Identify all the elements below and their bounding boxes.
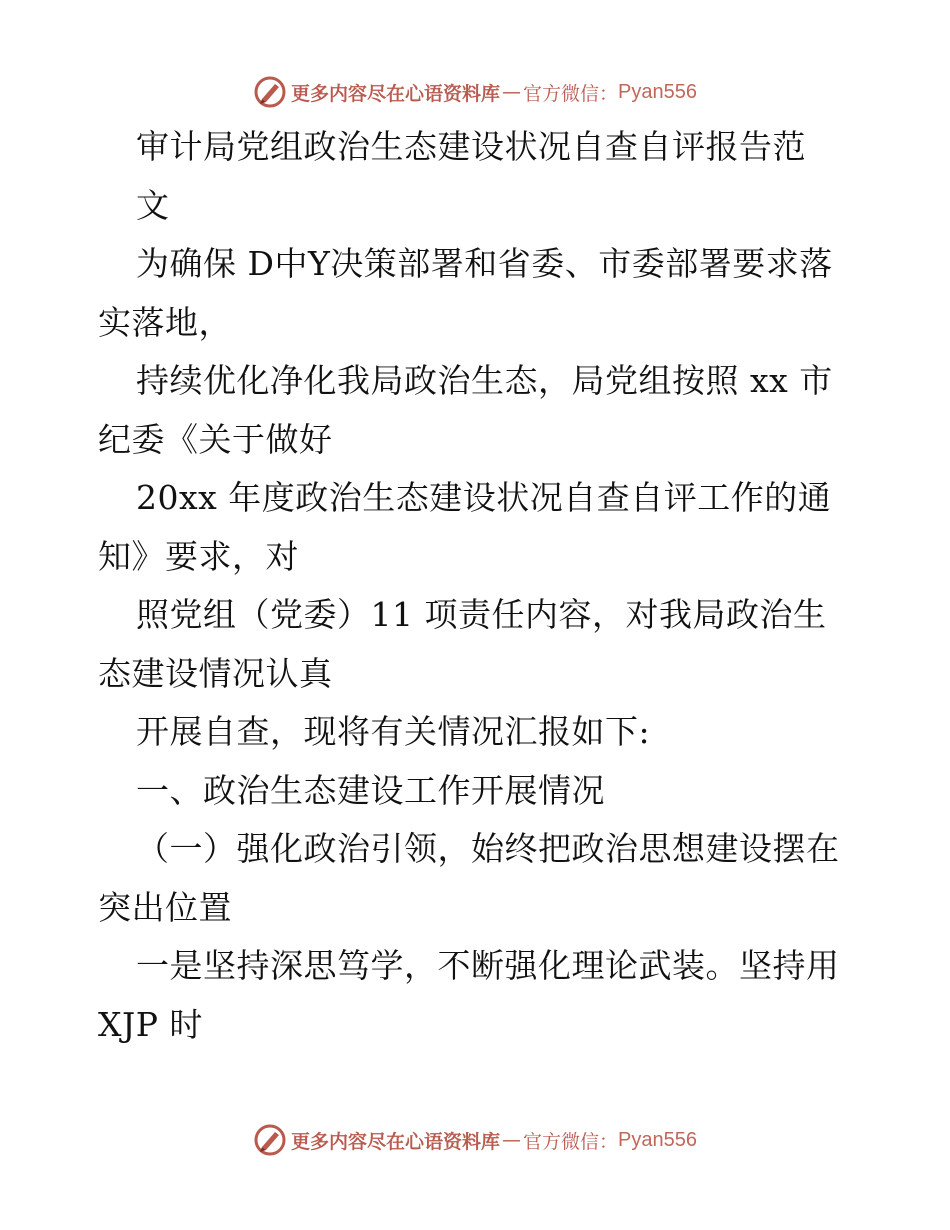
document-line: 知》要求，对 — [98, 536, 299, 576]
document-line: 文 — [136, 185, 170, 225]
document-line: 一是坚持深思笃学，不断强化理论武装。坚持用 — [136, 946, 840, 985]
document-line: 持续优化净化我局政治生态，局党组按照 xx 市 — [136, 361, 833, 400]
document-line: 照党组（党委）11 项责任内容，对我局政治生 — [136, 595, 827, 634]
document-line: 态建设情况认真 — [98, 653, 333, 693]
watermark-text: 更多内容尽在心语资料库 — [291, 82, 501, 105]
document-line: 纪委《关于做好 — [98, 419, 333, 459]
watermark-wechat-id: Pyan556 — [618, 1128, 697, 1151]
footer-watermark — [0, 1120, 950, 1160]
watermark-text: 更多内容尽在心语资料库 — [291, 1130, 501, 1153]
document-line: 实落地， — [98, 302, 232, 342]
document-line: 突出位置 — [98, 887, 232, 927]
watermark-wechat-id: Pyan556 — [618, 80, 697, 103]
document-body — [98, 118, 868, 1054]
document-line: 开展自查，现将有关情况汇报如下: — [136, 712, 651, 751]
document-line: （一）强化政治引领，始终把政治思想建设摆在 — [136, 829, 840, 868]
watermark-separator: — — [502, 1129, 522, 1151]
watermark-official-label: 官方微信： — [523, 1130, 619, 1153]
pen-logo-icon — [253, 1123, 287, 1157]
document-line: 为确保 D中Y决策部署和省委、市委部署要求落 — [136, 244, 833, 283]
pen-logo-icon — [253, 75, 287, 109]
watermark-official-label: 官方微信： — [523, 82, 619, 105]
document-line: 审计局党组政治生态建设状况自查自评报告范 — [136, 127, 806, 166]
document-line: 一、政治生态建设工作开展情况 — [136, 770, 605, 810]
header-watermark — [0, 72, 950, 112]
watermark-separator: — — [502, 81, 522, 103]
document-line: XJP 时 — [98, 1004, 203, 1044]
document-line: 20xx 年度政治生态建设状况自查自评工作的通 — [136, 478, 832, 517]
